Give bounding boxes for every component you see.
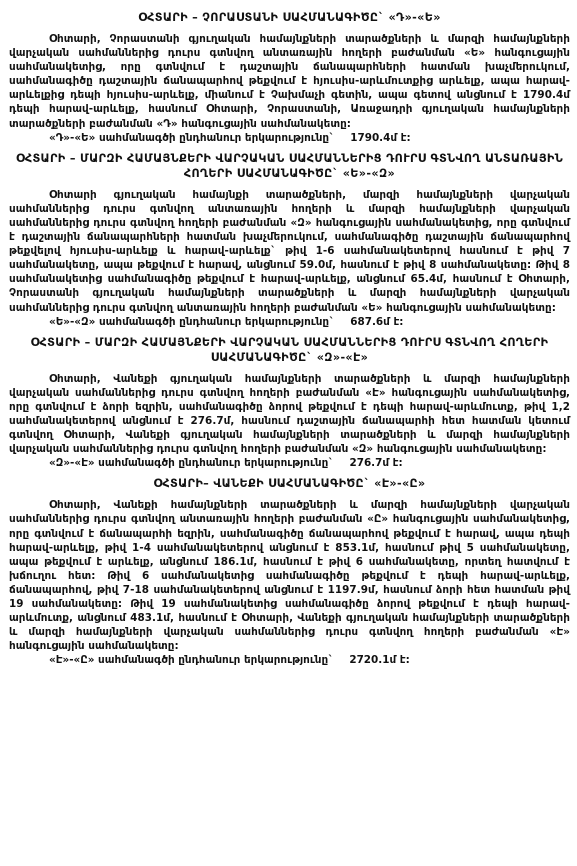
- section-heading: ՕՀՏԱՐԻ– ՎԱՆԵՔԻ ՍԱՀՄԱՆԱԳԻԾԸ` «Է»-«Ը»: [153, 477, 426, 491]
- total-value: 687.6մ է:: [350, 315, 404, 328]
- section-total: [9, 653, 570, 667]
- section-body: Օհտարի, Վանեքի համայնքների տարածքների և մարզի համայնքների վարչական սահմաններից դուրս գտնվող անտառային հողերի բաժանման «Ը» հանգուցային սահմանակետից, որը գտնվում է ճանապարհի եզրին, սահմանագիծը ճանապարհով թեքվում է հարավ, ապա դեպի հարավ-արևելք, թիվ 1-4 սահմանակետերով անցնում է 853.1մ, հասնում թիվ 5 սահմանակետը, ապա թեքվում է արևելք, անցնում 186.1մ, հասնում է թիվ 6 սահմանակետը, որտեղ հատվում է խճուղու հետ: Թիվ 6 սահմանակետից սահմանագիծը թեքվում է դեպի հարավ-արևելք, ճանապարհով, թիվ 7-18 սահմանակետերով անցնում է 1197.9մ, հասնում ձորի հետ հատման թիվ 19 սահմանակետը: Թիվ 19 սահմանակետից սահմանագիծը ձորով թեքվում է դեպի հարավ-արևմուտք, անցնում 483.1մ, հասնում է Օհտարի, Վանեքի գյուղական համայնքների տարածքների և մարզի համայնքների վարչական սահմաններից դուրս գտնվող հողերի բաժանման «Է» հանգուցային սահմանակետը:: [9, 499, 570, 653]
- section-total: [9, 456, 570, 470]
- section-heading: ՕՀՏԱՐԻ – ՉՈՐԱՍՏԱՆԻ ՍԱՀՄԱՆԱԳԻԾԸ` «Դ»-«Ե»: [138, 11, 441, 24]
- total-value: 276.7մ է:: [349, 457, 403, 470]
- total-label: «Դ»-«Ե» սահմանագծի ընդհանուր երկարությունը`: [49, 131, 335, 144]
- section-body: Օհտարի գյուղական համայնքի տարածքների, մարզի համայնքների վարչական սահմաններից դուրս գտնվող անտառային հողերի և մարզի համայնքների վարչական սահմաններից դուրս գտնվող հողերի բաժանման «Զ» հանգուցային սահմանակետից, որը գտնվում է դաշտային ճանապարհների հատման խաչմերուկում, սահմանագիծը դաշտային ճանապարհով թեքվելով հյուսիս-արևելք և հարավ-արևելք` թիվ 1-6 սահմանակետերով հասնում է թիվ 7 սահմանակետը, ապա թեքվում է հարավ, անցնում 59.0մ, հասնում է թիվ 8 սահմանակետը: Թիվ 8 սահմանակետից սահմանագիծը թեքվում է հարավ-արևելք, անցնում 65.4մ, հասնում է Օհտարի, Չորաստանի գյուղական համայնքների տարածքների և մարզի համայնքների վարչական սահմաններից դուրս գտնվող անտառային հողերի բաժանման «Ե» հանգուցային սահմանակետը:: [9, 188, 570, 314]
- total-label: «Զ»-«Է» սահմանագծի ընդհանուր երկարությունը`: [49, 457, 334, 470]
- section-body: Օհտարի, Վանեքի գյուղական համայնքների տարածքների և մարզի համայնքների վարչական սահմաններից դուրս գտնվող հողերի բաժանման «Է» հանգուցային սահմանակետից, որը գտնվում է ձորի եզրին, սահմանագիծը ձորով թեքվում է դեպի հարավ-արևմուտք, թիվ 1,2 սահմանակետերով անցնում է 276.7մ, հասնում դաշտային ճանապարհի հետ հատման կետում գտնվող Օհտարի, Վանեքի գյուղական համայնքների տարածքների և մարզի համայնքների վարչական սահմաններից դուրս գտնվող հողերի բաժանման «Զ» հանգուցային սահմանակետը:: [9, 372, 570, 456]
- section-heading: ՕՀՏԱՐԻ – ՄԱՐԶԻ ՀԱՄԱՅՆՔԵՐԻ ՎԱՐՉԱԿԱՆ ՍԱՀՄԱՆՆԵՐԻՑ ԴՈՒՐՍ ԳՏՆՎՈՂ ԱՆՏԱՌԱՅԻՆ ՀՈՂԵՐԻ ՍԱՀՄԱՆԱԳԻԾԸ` «Ե»-«Զ»: [15, 151, 564, 180]
- total-value: 2720.1մ է:: [349, 654, 410, 667]
- total-label: «Է»-«Ը» սահմանագծի ընդհանուր երկարությունը`: [49, 654, 334, 667]
- section-body: Օհտարի, Չորաստանի գյուղական համայնքների տարածքների և մարզի համայնքների վարչական սահմաններից դուրս գտնվող անտառային հողերի բաժանման «Ե» հանգուցային սահմանակետից, որը գտնվում է դաշտային ճանապարհների հատման խաչմերուկում, սահմանագիծը դաշտային ճանապարհով թեքվում է հյուսիս-արևմուտքից արևելք, ապա հարավ-արևելքից դեպի հյուսիս-արևելք, միանում է Չախմաչի գետին, ապա գետով անցնում է 1790.4մ դեպի հարավ-արևելք, հասնում Օհտարի, Չորաստանի, Առաջադրի գյուղական համայնքների տարածքների բաժանման «Դ» հանգուցային սահմանակետը:: [9, 33, 570, 130]
- section-total: [9, 315, 570, 329]
- section-d-e: [9, 10, 570, 145]
- section-heading: ՕՀՏԱՐԻ – ՄԱՐԶԻ ՀԱՄԱՅՆՔԵՐԻ ՎԱՐՉԱԿԱՆ ՍԱՀՄԱՆՆԵՐԻՑ ԴՈՒՐՍ ԳՏՆՎՈՂ ՀՈՂԵՐԻ ՍԱՀՄԱՆԱԳԻԾԸ` «Զ»-«Է»: [30, 335, 549, 364]
- section-e-z: [9, 151, 570, 329]
- section-e-y: [9, 476, 570, 667]
- section-total: [9, 131, 570, 145]
- section-z-e: [9, 335, 570, 471]
- total-value: 1790.4մ է:: [350, 131, 411, 144]
- total-label: «Ե»-«Զ» սահմանագծի ընդհանուր երկարությունը`: [49, 315, 335, 328]
